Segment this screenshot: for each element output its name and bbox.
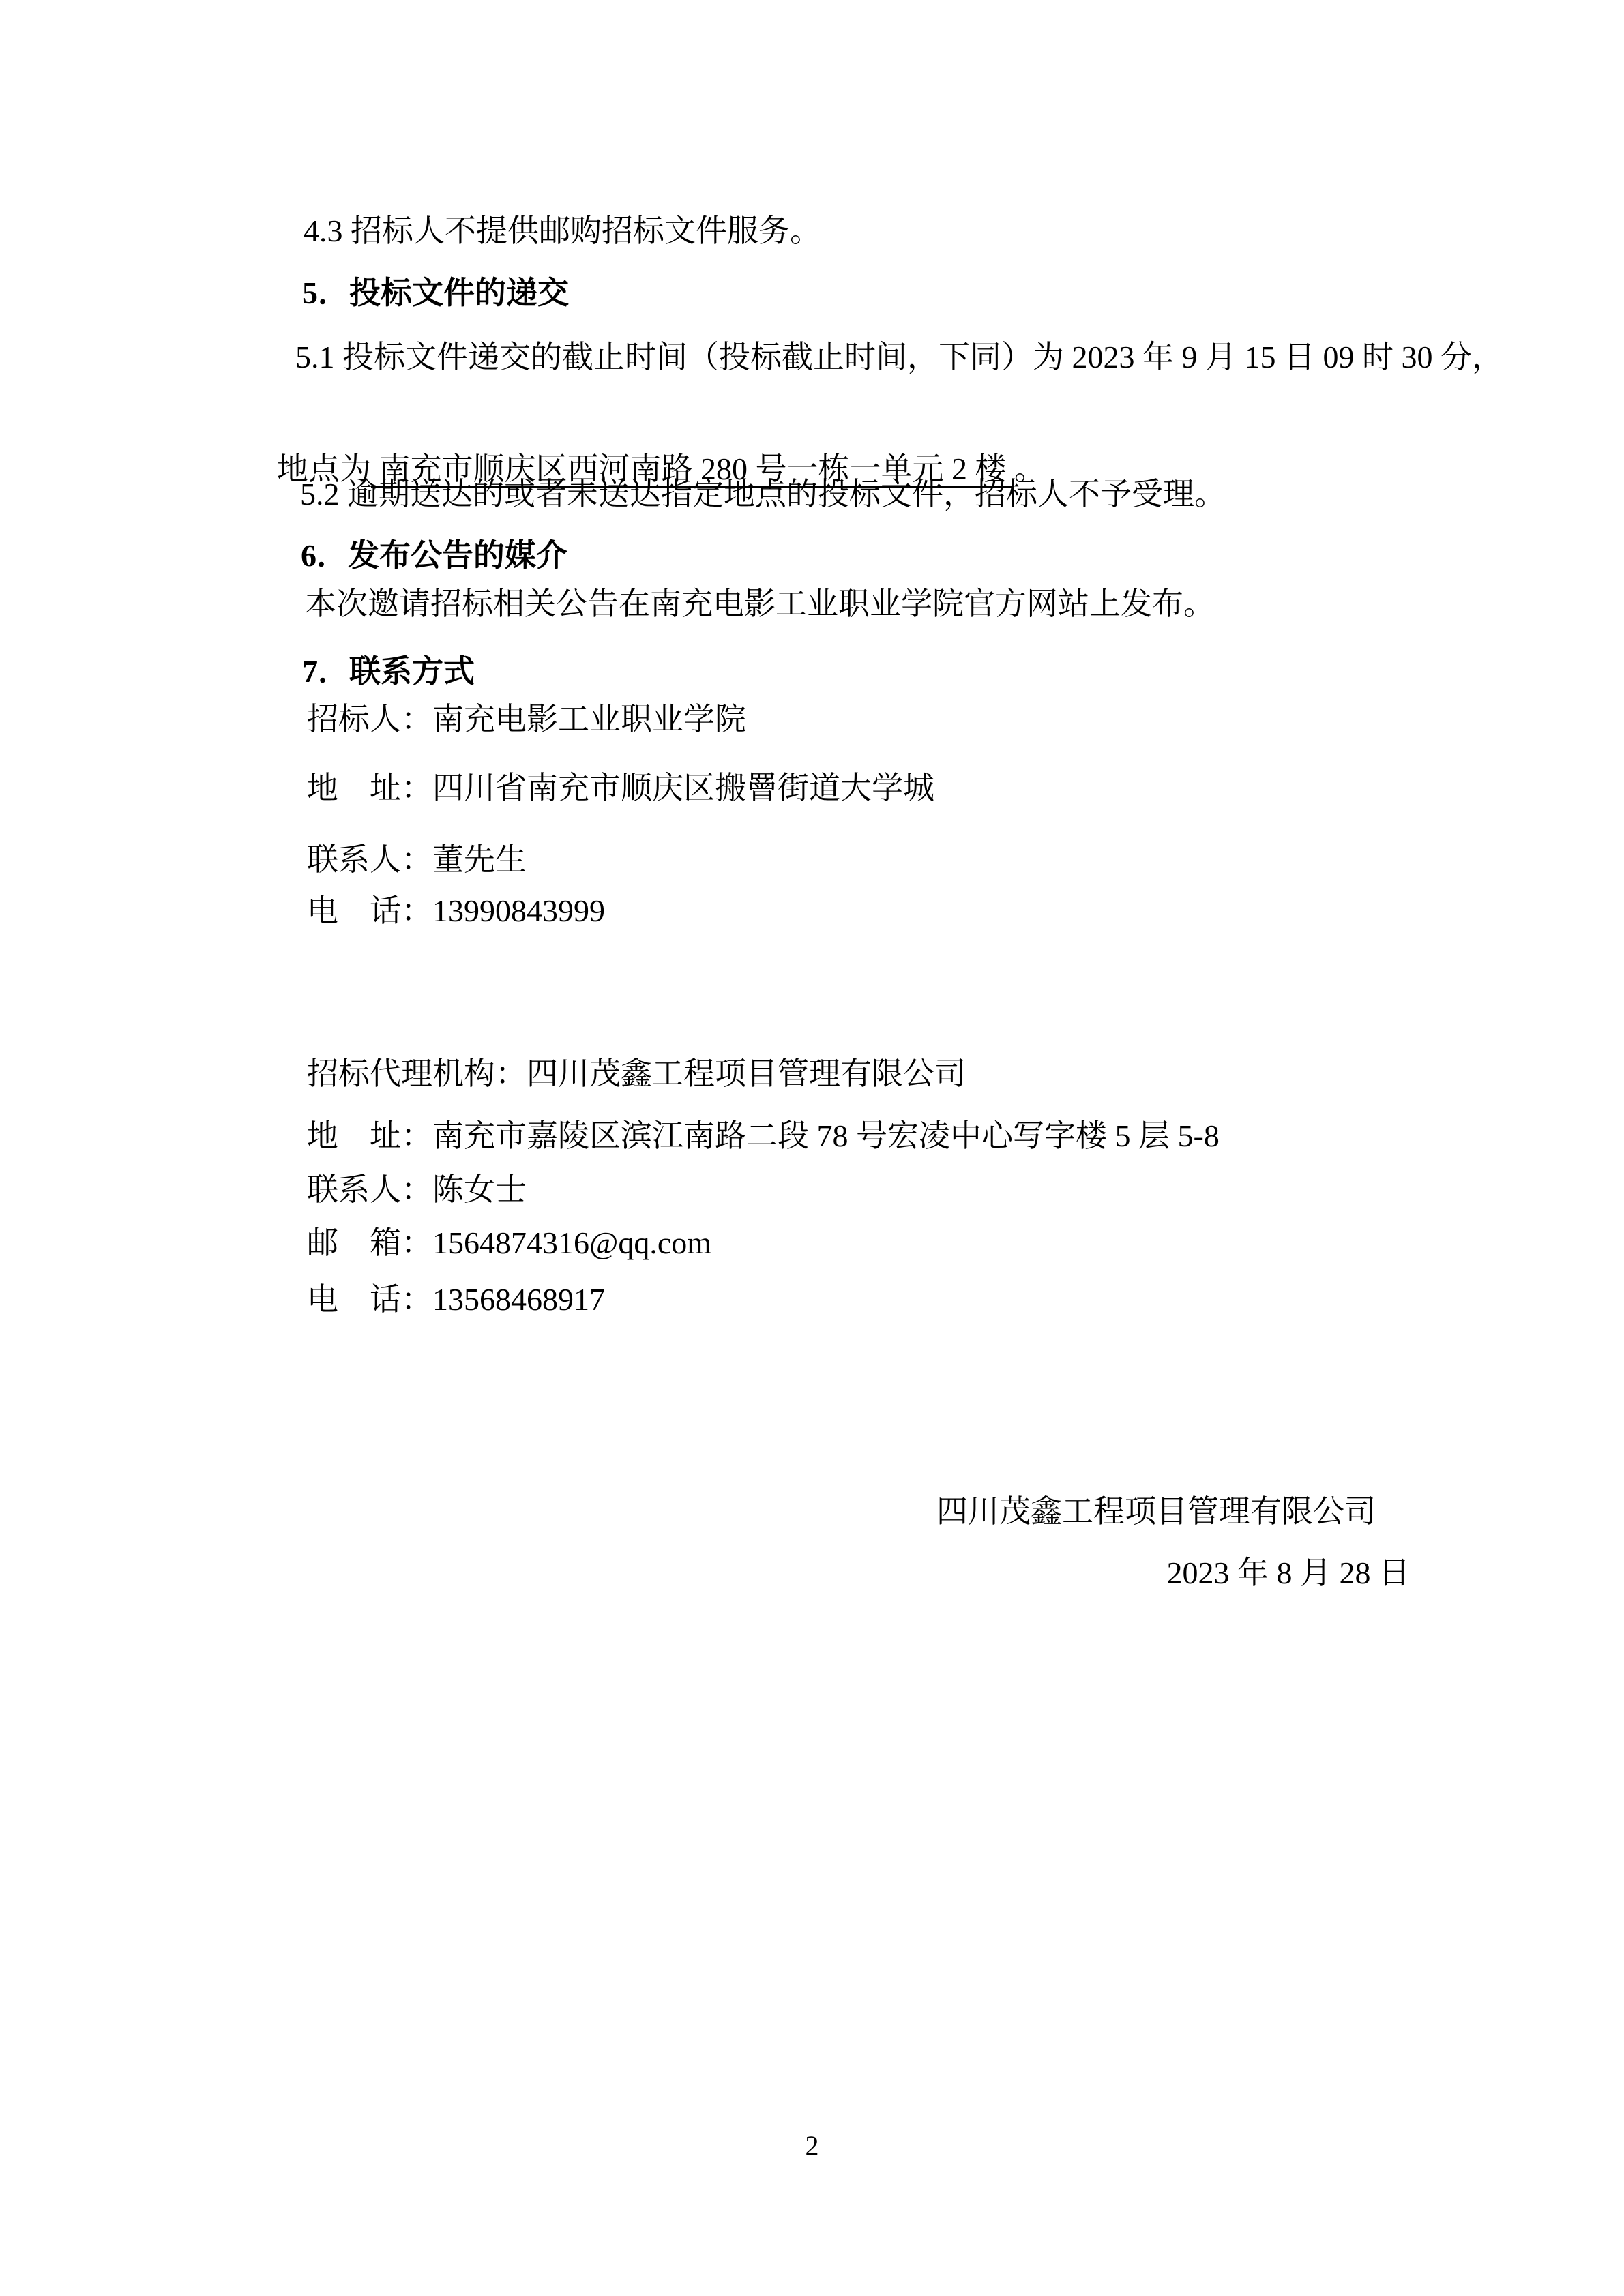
tenderer-phone-line: 电 话：13990843999 [307, 893, 605, 928]
agency-email-line: 邮 箱：1564874316@qq.com [307, 1225, 712, 1260]
tenderer-contact-line: 联系人：董先生 [307, 842, 527, 877]
section-6-heading: 6．发布公告的媒介 [301, 538, 567, 573]
agency-phone-line: 电 话：13568468917 [307, 1282, 605, 1317]
clause-5-2: 5.2 逾期送达的或者未送达指定地点的投标文件，招标人不予受理。 [300, 477, 1226, 511]
location-underlined-value: 南充市顺庆区西河南路 280 号一栋一单元 2 楼 [371, 451, 1014, 486]
signature-company: 四川茂鑫工程项目管理有限公司 [936, 1494, 1376, 1529]
signature-date: 2023 年 8 月 28 日 [1166, 1555, 1410, 1590]
agency-address-line: 地 址：南充市嘉陵区滨江南路二段 78 号宏凌中心写字楼 5 层 5-8 [307, 1118, 1220, 1153]
clause-4-3: 4.3 招标人不提供邮购招标文件服务。 [304, 213, 821, 248]
location-prefix: 地点为 [277, 451, 371, 486]
tenderer-address-line: 地 址：四川省南充市顺庆区搬罾街道大学城 [307, 771, 934, 805]
page-number: 2 [805, 2130, 819, 2161]
agency-contact-line: 联系人：陈女士 [307, 1172, 527, 1207]
location-suffix: 。 [1014, 451, 1046, 486]
section-7-heading: 7．联系方式 [302, 654, 475, 689]
section-5-heading: 5．投标文件的递交 [302, 275, 569, 310]
clause-5-1: 5.1 投标文件递交的截止时间（投标截止时间，下同）为 2023 年 9 月 15 日 09 时 30 分， [295, 340, 1503, 374]
clause-6-1: 本次邀请招标相关公告在南充电影工业职业学院官方网站上发布。 [305, 586, 1215, 621]
agency-name-line: 招标代理机构：四川茂鑫工程项目管理有限公司 [307, 1056, 966, 1091]
tenderer-name-line: 招标人：南充电影工业职业学院 [307, 702, 746, 736]
